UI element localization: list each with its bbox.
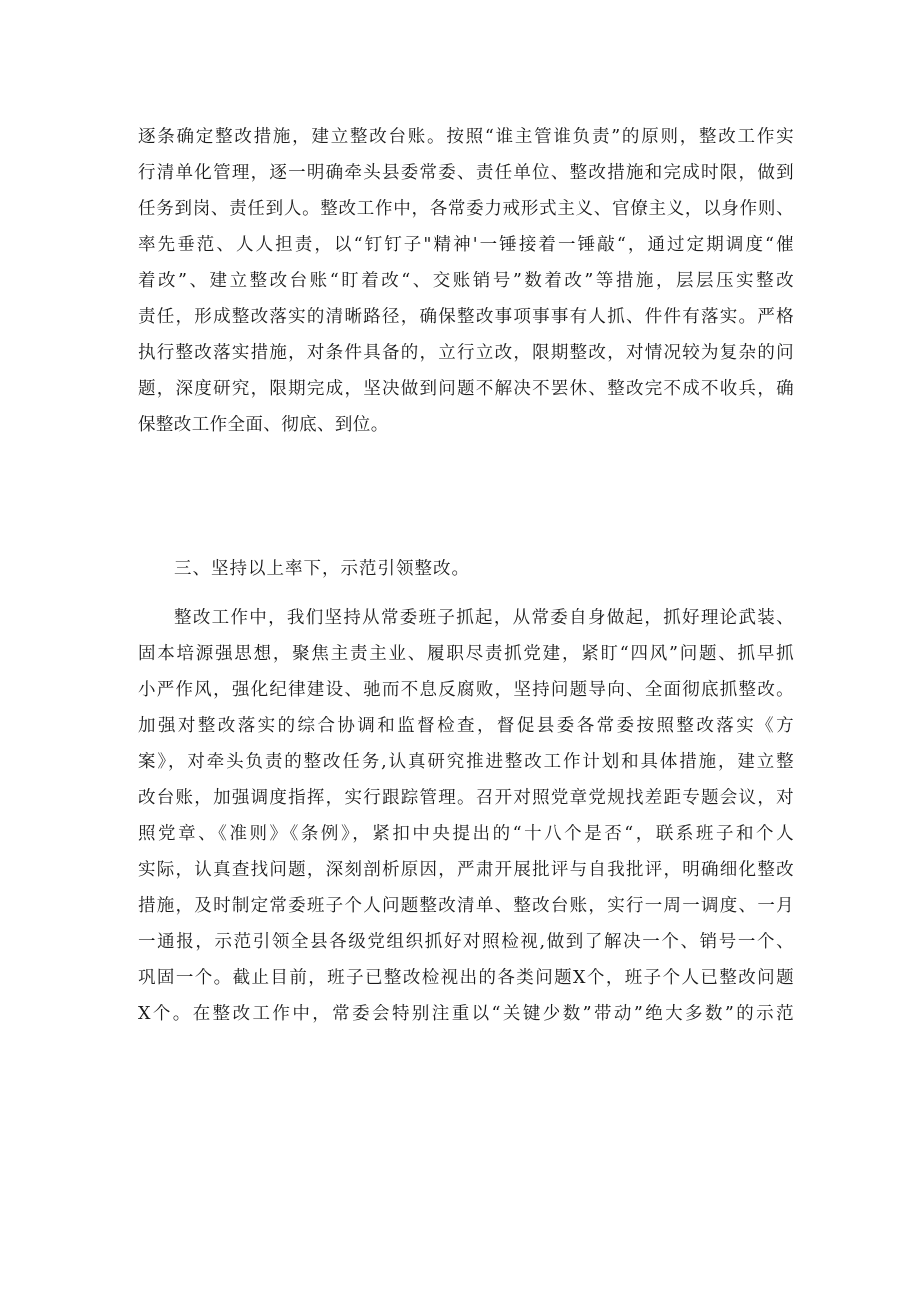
text-line: 案》，对牵头负责的整改任务,认真研究推进整改工作计划和具体措施，建立整 xyxy=(138,752,794,772)
text-line: 巩固一个。截止目前，班子已整改检视出的各类问题X个，班子个人已整改问题 xyxy=(138,968,794,988)
text-line: 逐条确定整改措施，建立整改台账。按照“谁主管谁负责”的原则，整改工作实 xyxy=(138,127,794,147)
text-line: 题，深度研究，限期完成，坚决做到问题不解决不罢休、整改完不成不收兵，确 xyxy=(138,379,794,399)
text-line: 率先垂范、人人担责，以“钉钉子"精神'一锤接着一锤敲“，通过定期调度“催 xyxy=(138,235,794,255)
paragraph-rectification-measures xyxy=(138,119,794,443)
text-line: X个。在整改工作中，常委会特别注重以“关键少数”带动”绝大多数”的示范 xyxy=(138,1004,794,1024)
text-line: 加强对整改落实的综合协调和监督检查，督促县委各常委按照整改落实《方 xyxy=(138,716,794,736)
text-line: 小严作风，强化纪律建设、驰而不息反腐败，坚持问题导向、全面彻底抓整改。 xyxy=(138,680,794,700)
text-line: 行清单化管理，逐一明确牵头县委常委、责任单位、整改措施和完成时限，做到 xyxy=(138,163,794,183)
text-line: 整改工作中，我们坚持从常委班子抓起，从常委自身做起，抓好理论武装、 xyxy=(174,608,794,628)
text-line: 改台账，加强调度指挥，实行跟踪管理。召开对照党章党规找差距专题会议，对 xyxy=(138,788,794,808)
text-line: 责任，形成整改落实的清晰路径，确保整改事项事事有人抓、件件有落实。严格 xyxy=(138,307,794,327)
text-line: 保整改工作全面、彻底、到位。 xyxy=(138,415,389,435)
section-heading xyxy=(138,551,794,587)
text-line: 一通报，示范引领全县各级党组织抓好对照检视,做到了解决一个、销号一个、 xyxy=(138,932,794,952)
text-line: 实际，认真查找问题，深刻剖析原因，严肃开展批评与自我批评，明确细化整改 xyxy=(138,860,794,880)
heading-line: 三、坚持以上率下，示范引领整改。 xyxy=(174,559,470,579)
text-line: 任务到岗、责任到人。整改工作中，各常委力戒形式主义、官僚主义，以身作则、 xyxy=(138,199,794,219)
text-line: 照党章、《准则》《条例》，紧扣中央提出的“十八个是否“，联系班子和个人 xyxy=(138,824,794,844)
text-line: 着改”、建立整改台账“盯着改“、交账销号”数着改”等措施，层层压实整改 xyxy=(138,271,794,291)
text-line: 固本培源强思想，聚焦主责主业、履职尽责抓党建，紧盯“四风”问题、抓早抓 xyxy=(138,644,794,664)
text-line: 执行整改落实措施，对条件具备的，立行立改，限期整改，对情况较为复杂的问 xyxy=(138,343,794,363)
text-line: 措施，及时制定常委班子个人问题整改清单、整改台账，实行一周一调度、一月 xyxy=(138,896,794,916)
paragraph-leading-by-example xyxy=(138,600,794,1032)
